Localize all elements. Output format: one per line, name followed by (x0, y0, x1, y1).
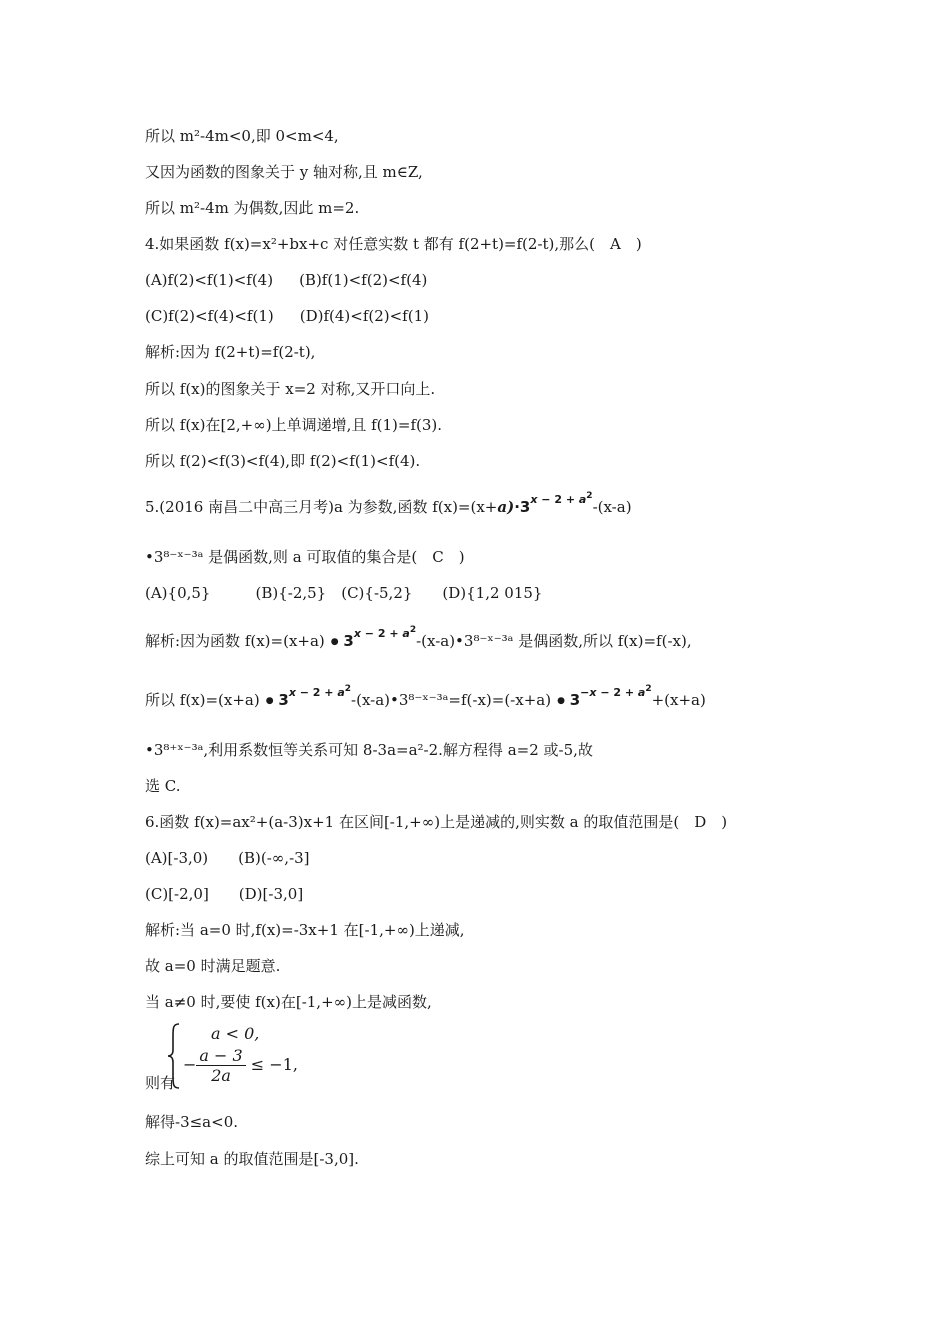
question-4: 4.如果函数 f(x)=x²+bx+c 对任意实数 t 都有 f(2+t)=f(2-t),那么( A ) (145, 235, 642, 253)
solution-line: 解析:因为函数 f(x)=(x+a) ● $3^{x - 2 + a^2}-(x-a)•3^{8-}ˣ^{-3}ᵃ$ 是偶函数,所以 f(x)=f(-x), (145, 625, 692, 650)
system-label: 则有 (145, 1074, 176, 1092)
power-expression: $3^{x - 2 + a^2}$ (278, 684, 352, 709)
question-6-options-row2: (C)[-2,0] (D)[-3,0] (145, 885, 304, 903)
option-a: (A)f(2)<f(1)<f(4) (145, 271, 274, 289)
option-b: (B)f(1)<f(2)<f(4) (299, 271, 428, 289)
solution-line: 所以 f(2)<f(3)<f(4),即 f(2)<f(1)<f(4). (145, 452, 421, 470)
text: 所以 f(x)=(x+a) (145, 691, 260, 709)
question-6-options-row1: (A)[-3,0) (B)(-∞,-3] (145, 849, 310, 867)
solution-line: 所以 f(x)在[2,+∞)上单调递增,且 f(1)=f(3). (145, 416, 443, 434)
q5-text: 5.(2016 南昌二中高三月考)a 为参数,函数 f(x)=(x+ (145, 498, 498, 516)
q5-suffix: -(x-a) (592, 498, 632, 516)
option-d: (D)f(4)<f(2)<f(1) (299, 307, 429, 325)
fraction-denominator: 2a (211, 1066, 231, 1085)
question-5 (145, 491, 632, 517)
solution-line: 当 a≠0 时,要使 f(x)在[-1,+∞)上是减函数, (145, 993, 432, 1011)
power-expression: $3^{x - 2 + a^2}$ (343, 625, 417, 650)
question-5-options: (A){0,5} (B){-2,5} (C){-5,2} (D){1,2 015} (145, 584, 543, 602)
question-4-options-row2 (145, 306, 429, 326)
solution-line: 所以 f(x)=(x+a) ● $3^{x - 2 + a^2}-(x-a)•3^{8-}ˣ^{-3}ᵃ=f(-x)=(-x+a)$ ● $3^{-x - 2 + a^2}+(x+a)$ (145, 684, 706, 709)
fraction-numerator: a − 3 (196, 1046, 245, 1066)
solution-line: 选 C. (145, 777, 181, 795)
text: +(x+a) (651, 691, 706, 709)
system-row-2: − $\frac{a - 3}{2a}$ ≤ −1, (183, 1046, 298, 1085)
system-row-1: a < 0, (211, 1024, 260, 1043)
solution-line: 解得-3≤a<0. (145, 1113, 239, 1131)
question-4-options-row1 (145, 270, 427, 290)
inequality-system (145, 1022, 345, 1092)
question-5-line2: •3⁸⁻ˣ⁻³ᵃ 是偶函数,则 a 可取值的集合是( C ) (145, 548, 465, 566)
text: -(x-a)•3⁸⁻ˣ⁻³ᵃ 是偶函数,所以 f(x)=f(-x), (416, 632, 692, 650)
solution-line: 所以 m²-4m 为偶数,因此 m=2. (145, 199, 360, 217)
row-2-tail: ≤ −1, (250, 1055, 298, 1074)
question-6: 6.函数 f(x)=ax²+(a-3)x+1 在区间[-1,+∞)上是递减的,则实数 a 的取值范围是( D ) (145, 813, 728, 831)
power-expression: $3^{-x - 2 + a^2}$ (569, 684, 652, 709)
solution-line: 故 a=0 时满足题意. (145, 957, 281, 975)
solution-line: 所以 m²-4m<0,即 0<m<4, (145, 127, 339, 145)
option-c: (C)f(2)<f(4)<f(1) (145, 307, 274, 325)
solution-line: 又因为函数的图象关于 y 轴对称,且 m∈Z, (145, 163, 423, 181)
power-expression: $\cdot 3^{x - 2 + a^2}$ (514, 491, 593, 516)
solution-line: 解析:当 a=0 时,f(x)=-3x+1 在[-1,+∞)上递减, (145, 921, 465, 939)
solution-line: 所以 f(x)的图象关于 x=2 对称,又开口向上. (145, 380, 436, 398)
solution-line: •3⁸⁺ˣ⁻³ᵃ,利用系数恒等关系可知 8-3a=a²-2.解方程得 a=2 或-5,故 (145, 741, 593, 759)
text: -(x-a)•3⁸⁻ˣ⁻³ᵃ=f(-x)=(-x+a) (351, 691, 552, 709)
left-brace-icon (167, 1022, 181, 1090)
solution-line: 综上可知 a 的取值范围是[-3,0]. (145, 1150, 359, 1168)
text: 解析:因为函数 f(x)=(x+a) (145, 632, 325, 650)
solution-line: 解析:因为 f(2+t)=f(2-t), (145, 343, 316, 361)
q5-a: a) (497, 498, 515, 516)
